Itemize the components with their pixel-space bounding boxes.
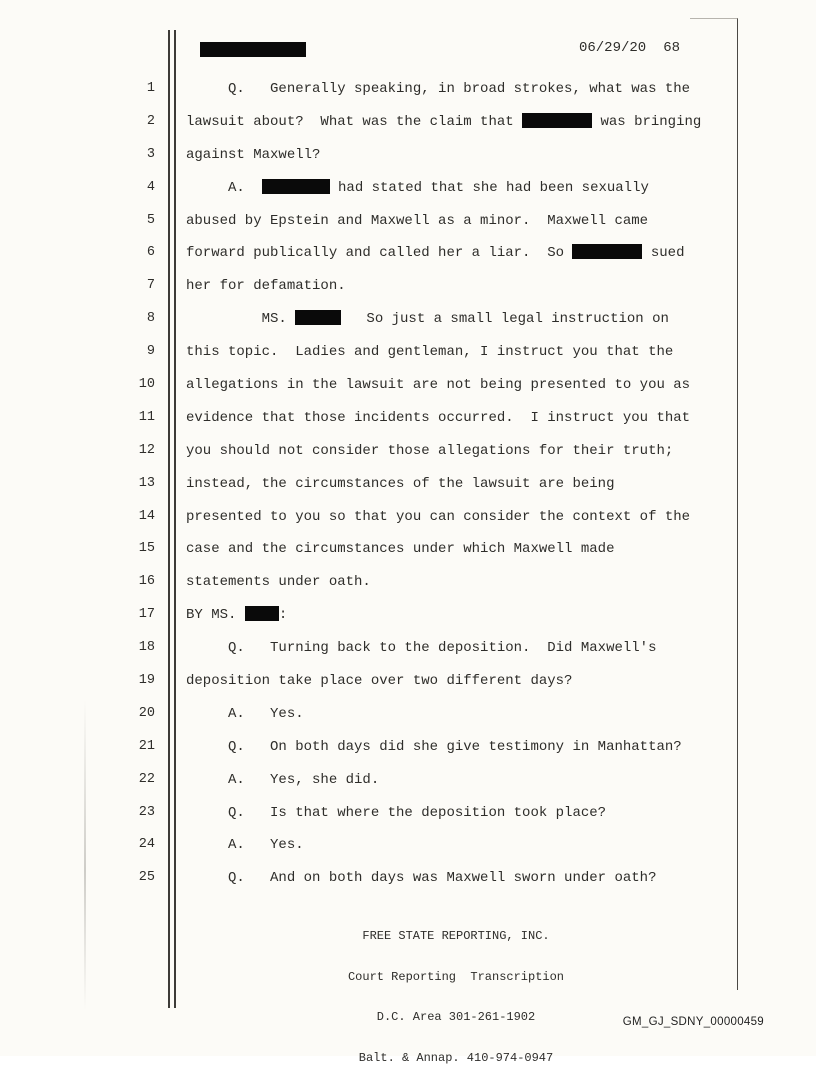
transcript-line	[0, 106, 760, 139]
line-text: Q. On both days did she give testimony in Manhattan?	[186, 738, 682, 755]
line-text: A. Yes, she did.	[186, 771, 380, 788]
scan-artifact-top	[690, 18, 738, 19]
line-number: 24	[138, 837, 155, 853]
transcript-line	[0, 764, 760, 797]
footer-firm-name: FREE STATE REPORTING, INC.	[362, 929, 550, 943]
line-number: 4	[146, 179, 155, 195]
header-page-number: 68	[663, 40, 680, 56]
line-text: her for defamation.	[186, 278, 346, 295]
transcript-line	[0, 632, 760, 665]
line-number: 25	[138, 870, 155, 886]
redaction-bar	[262, 179, 330, 194]
transcript-line	[0, 501, 760, 534]
transcript-line	[0, 665, 760, 698]
line-number: 19	[138, 673, 155, 689]
line-text: MS. So just a small legal instruction on	[186, 311, 669, 328]
line-text: you should not consider those allegations for their truth;	[186, 442, 674, 459]
transcript-line	[0, 139, 760, 172]
transcript-line	[0, 566, 760, 599]
transcript-line	[0, 731, 760, 764]
transcript-line	[0, 270, 760, 303]
line-text: allegations in the lawsuit are not being presented to you as	[186, 377, 691, 394]
transcript-line	[0, 73, 760, 106]
transcript-line	[0, 829, 760, 862]
bates-number: GM_GJ_SDNY_00000459	[622, 1016, 764, 1028]
transcript-line	[0, 303, 760, 336]
footer-dc-phone: D.C. Area 301-261-1902	[376, 1010, 536, 1024]
transcript-line	[0, 599, 760, 632]
line-number: 3	[146, 146, 155, 162]
line-number: 11	[138, 409, 155, 425]
line-number: 1	[146, 81, 155, 96]
line-text: against Maxwell?	[186, 146, 321, 163]
header-date: 06/29/20	[578, 40, 647, 56]
footer-balt-phone: Balt. & Annap. 410-974-0947	[358, 1050, 554, 1065]
redaction-bar	[295, 310, 341, 325]
line-number: 5	[146, 212, 155, 228]
redaction-bar	[572, 244, 642, 259]
line-text: Q. Turning back to the deposition. Did Maxwell's	[186, 640, 657, 657]
line-text: instead, the circumstances of the lawsuit are being	[186, 475, 615, 492]
line-number: 2	[146, 113, 155, 129]
header-date-page	[186, 40, 680, 56]
transcript-line	[0, 237, 760, 270]
redaction-bar	[522, 113, 592, 128]
transcript-line	[0, 533, 760, 566]
line-text: evidence that those incidents occurred. I instruct you that	[186, 409, 691, 426]
redaction-bar	[245, 606, 279, 621]
line-number: 12	[138, 442, 155, 458]
line-number: 21	[138, 738, 155, 754]
transcript-line	[0, 435, 760, 468]
line-text: Q. Is that where the deposition took place?	[186, 804, 607, 821]
transcript-line	[0, 369, 760, 402]
line-number: 22	[138, 771, 155, 787]
line-number: 8	[146, 311, 155, 327]
line-number: 20	[138, 705, 155, 721]
transcript-line	[0, 205, 760, 238]
footer-service-line: Court Reporting Transcription	[347, 969, 565, 984]
transcript-line	[0, 797, 760, 830]
line-number: 18	[138, 640, 155, 656]
line-text: A. Yes.	[186, 705, 304, 722]
line-text: abused by Epstein and Maxwell as a minor. Maxwell came	[186, 212, 649, 229]
line-number: 10	[138, 377, 155, 393]
transcript-line	[0, 862, 760, 895]
line-text: statements under oath.	[186, 574, 371, 591]
line-number: 17	[138, 607, 155, 623]
line-text: case and the circumstances under which Maxwell made	[186, 541, 615, 558]
line-number: 6	[146, 245, 155, 261]
line-text: lawsuit about? What was the claim that was bringing	[186, 113, 702, 130]
line-number: 13	[138, 475, 155, 491]
transcript-line	[0, 698, 760, 731]
line-number: 7	[146, 278, 155, 294]
line-text: forward publically and called her a liar. So sued	[186, 245, 685, 262]
line-number: 14	[138, 508, 155, 524]
line-number: 9	[146, 344, 155, 360]
transcript-line	[0, 402, 760, 435]
transcript-line	[0, 336, 760, 369]
line-text: Q. And on both days was Maxwell sworn under oath?	[186, 870, 657, 887]
line-text: Q. Generally speaking, in broad strokes, what was the	[186, 81, 691, 97]
line-text: presented to you so that you can consider the context of the	[186, 508, 691, 525]
line-number: 15	[138, 541, 155, 557]
transcript-body	[0, 73, 760, 895]
line-text: A. Yes.	[186, 837, 304, 854]
reporter-footer	[186, 903, 726, 1092]
line-text: A. had stated that she had been sexually	[186, 179, 649, 196]
line-number: 16	[138, 574, 155, 590]
line-text: this topic. Ladies and gentleman, I instruct you that the	[186, 344, 674, 361]
line-number: 23	[138, 804, 155, 820]
transcript-line	[0, 468, 760, 501]
line-text: deposition take place over two different days?	[186, 673, 573, 690]
transcript-line	[0, 172, 760, 205]
line-text: BY MS. :	[186, 607, 288, 624]
